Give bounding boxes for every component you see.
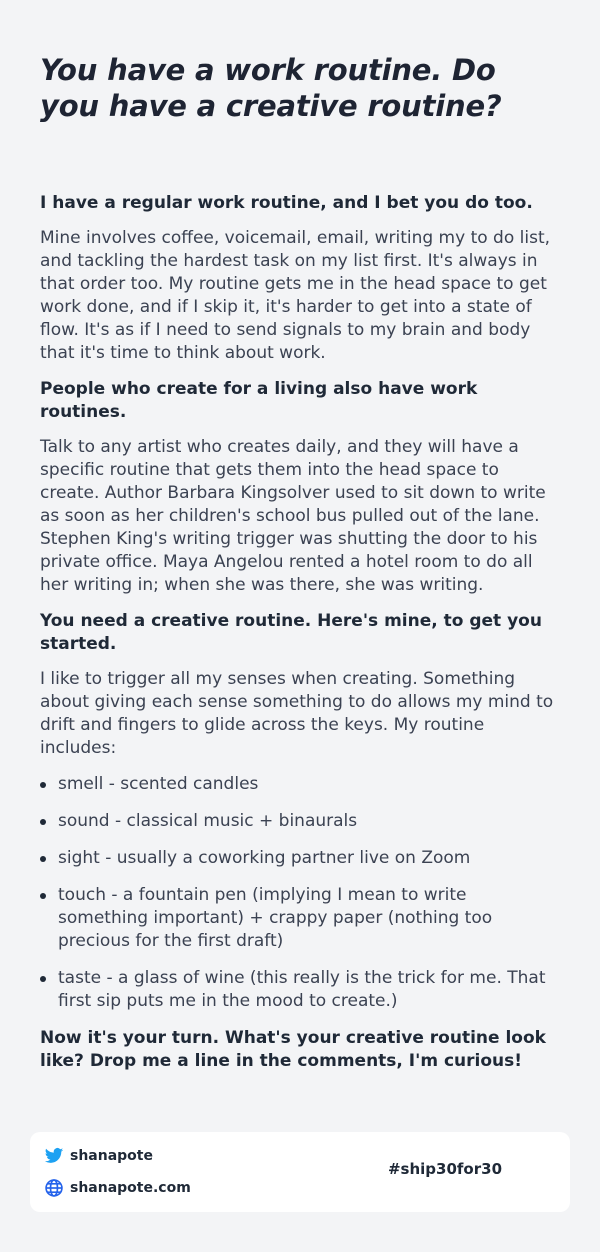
list-item — [40, 847, 560, 870]
list-item-text: sound - classical music + binaurals — [58, 811, 358, 831]
senses-list — [40, 773, 560, 1013]
website-url: shanapote.com — [70, 1180, 191, 1196]
hashtag: #ship30for30 — [387, 1160, 502, 1178]
list-item — [40, 810, 560, 833]
list-item-text: smell - scented candles — [58, 774, 259, 794]
section-heading: I have a regular work routine, and I bet you do too. — [40, 193, 533, 213]
section-paragraph: Mine involves coffee, voicemail, email, writing my to do list, and tackling the hardest task on my list first. It's always in that order too. My routine gets me in the head space to get work done, and if I skip it, it's harder to get into a state of flow. It's as if I need to send signals to my brain and body that it's time to think about work. — [40, 228, 551, 363]
list-item — [40, 773, 560, 796]
bullet — [40, 782, 46, 788]
twitter-icon — [44, 1146, 64, 1166]
twitter-link[interactable] — [44, 1146, 153, 1166]
bullet — [40, 819, 46, 825]
page-title: You have a work routine. Do you have a creative routine? — [40, 53, 502, 123]
list-item — [40, 967, 560, 1013]
list-item — [40, 884, 560, 953]
twitter-handle: shanapote — [70, 1148, 153, 1164]
section-paragraph: I like to trigger all my senses when creating. Something about giving each sense something to do allows my mind to drift and fingers to glide across the keys. My routine includes: — [40, 669, 554, 758]
list-item-text: sight - usually a coworking partner live on Zoom — [58, 848, 471, 868]
bullet — [40, 893, 46, 899]
closing-text: Now it's your turn. What's your creative routine look like? Drop me a line in the comments, I'm curious! — [40, 1028, 546, 1071]
list-item-text: touch - a fountain pen (implying I mean to write something important) + crappy paper (nothing too precious for the first draft) — [58, 885, 493, 951]
bullet — [40, 976, 46, 982]
section-heading: You need a creative routine. Here's mine, to get you started. — [40, 611, 542, 654]
section-paragraph: Talk to any artist who creates daily, and they will have a specific routine that gets them into the head space to create. Author Barbara Kingsolver used to sit down to write as soon as her children's school bus pulled out of the lane. Stephen King's writing trigger was shutting the door to his private office. Maya Angelou rented a hotel room to do all her writing in; when she was there, she was writing. — [40, 437, 546, 595]
article-body — [40, 192, 560, 1073]
section-heading: People who create for a living also have work routines. — [40, 379, 478, 422]
author-footer — [30, 1132, 570, 1212]
bullet — [40, 856, 46, 862]
website-link[interactable] — [44, 1178, 191, 1198]
list-item-text: taste - a glass of wine (this really is the trick for me. That first sip puts me in the mood to create.) — [58, 968, 546, 1011]
article — [0, 52, 600, 1073]
globe-icon — [44, 1178, 64, 1198]
